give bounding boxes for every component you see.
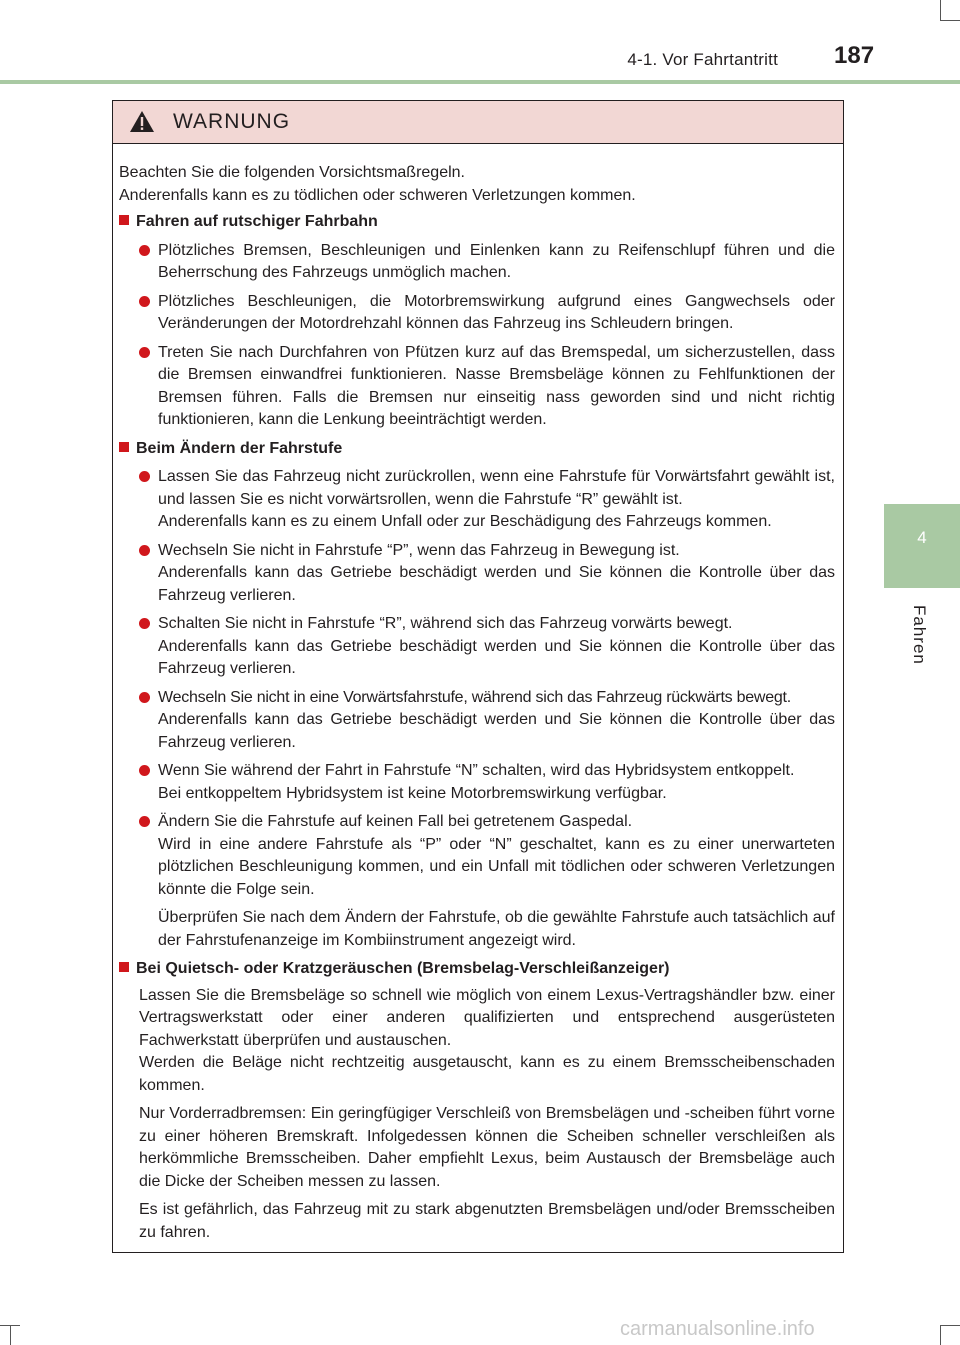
warning-header [113,101,843,144]
crop-mark [940,20,960,21]
bullet-text [158,687,835,755]
intro-line: Anderenfalls kann es zu tödlichen oder schweren Verletzungen kommen. [119,186,636,204]
paragraph-line: Werden die Beläge nicht rechtzeitig ausgetauscht, kann es zu einem Bremsscheibenschaden kommen. [139,1054,835,1094]
section-paragraph: Es ist gefährlich, das Fahrzeug mit zu stark abgenutzten Bremsbelägen und/oder Bremsscheiben zu fahren. [139,1201,835,1241]
bullet-followup-text: Überprüfen Sie nach dem Ändern der Fahrstufe, ob die gewählte Fahrstufe auch tatsächlich auf der Fahrstufenanzeige im Kombiinstrument angezeigt wird. [158,909,835,949]
bullet-item [139,342,835,432]
watermark: carmanualsonline.info [620,1318,815,1340]
red-bullet-icon [139,347,150,358]
section-title: Fahren auf rutschiger Fahrbahn [136,213,378,230]
crop-mark [0,1325,20,1326]
section-title: Bei Quietsch- oder Kratzgeräuschen (Bremsbelag-Verschleißanzeiger) [136,960,670,977]
red-bullet-icon [139,816,150,827]
bullet-item [139,613,835,681]
bullet-item [139,291,835,336]
bullet-item [139,540,835,608]
warning-box [112,100,844,1253]
bullet-line: Ändern Sie die Fahrstufe auf keinen Fall bei getretenem Gaspedal. [158,813,633,830]
chapter-title: Fahren [910,605,929,665]
intro-line: Beachten Sie die folgenden Vorsichtsmaßregeln. [119,164,465,181]
red-bullet-icon [139,765,150,776]
crop-mark [940,1325,941,1345]
page-number: 187 [834,42,875,69]
section-paragraph: Nur Vorderradbremsen: Ein geringfügiger Verschleiß von Bremsbelägen und -scheiben führt vorne zu einer höheren Bremskraft. Infolgedessen können die Scheiben schneller verschleißen als herkömmliche Bremsscheiben. Daher empfiehlt Lexus, beim Austausch der Bremsbeläge auch die Dicke der Scheiben messen zu lassen. [139,1105,835,1190]
bullet-text: Plötzliches Bremsen, Beschleunigen und Einlenken kann zu Reifenschlupf führen und die Beherrschung des Fahrzeugs unmöglich machen. [158,241,835,281]
red-bullet-icon [139,545,150,556]
red-bullet-icon [139,245,150,256]
bullet-line: Anderenfalls kann das Getriebe beschädigt werden und Sie können die Kontrolle über das Fahrzeug verlieren. [158,637,835,677]
section-title: Beim Ändern der Fahrstufe [136,439,343,457]
bullet-line: Bei entkoppeltem Hybridsystem ist keine Motorbremswirkung verfügbar. [158,784,667,802]
bullet-line: Schalten Sie nicht in Fahrstufe “R”, während sich das Fahrzeug vorwärts bewegt. [158,615,733,632]
red-square-marker [119,962,129,972]
crop-mark [940,0,941,20]
warning-body [113,144,843,1244]
crop-mark [940,1325,960,1326]
section-paragraph [139,985,835,1098]
bullet-item [139,687,835,755]
warning-title: WARNUNG [173,110,291,133]
red-bullet-icon [139,618,150,629]
header-rule [0,80,960,84]
bullet-text [158,540,835,608]
bullet-item [139,760,835,805]
red-square-marker [119,442,129,452]
red-bullet-icon [139,692,150,703]
bullet-text [158,760,835,805]
bullet-line: Wechseln Sie nicht in eine Vorwärtsfahrstufe, während sich das Fahrzeug rückwärts bewegt. [158,688,791,706]
bullet-text [158,613,835,681]
bullet-text: Treten Sie nach Durchfahren von Pfützen kurz auf das Bremspedal, um sicherzustellen, dass die Bremsen einwandfrei funktionieren. Nasse Bremsbeläge können zu Fehlfunktionen der Bremsen führen. Falls die Bremsen nur einseitig nass geworden sind und nicht richtig funktionieren, kann die Lenkung beeinträchtigt werden. [158,343,835,428]
paragraph-line: Lassen Sie die Bremsbeläge so schnell wie möglich von einem Lexus-Vertragshändler bzw. einer Vertragswerkstatt oder einer anderen qualifizierten und entsprechend ausgerüsteten Fachwerkstatt überprüfen und austauschen. [139,986,835,1049]
section-heading [119,438,835,461]
bullet-item [139,240,835,285]
bullet-item [139,466,835,534]
red-bullet-icon [139,296,150,307]
header-section-title: 4-1. Vor Fahrtantritt [627,50,778,69]
bullet-line: Anderenfalls kann das Getriebe beschädigt werden und Sie können die Kontrolle über das Fahrzeug verlieren. [158,711,835,751]
bullet-line: Wenn Sie während der Fahrt in Fahrstufe “N” schalten, wird das Hybridsystem entkoppelt. [158,762,795,779]
red-square-marker [119,215,129,225]
bullet-line: Lassen Sie das Fahrzeug nicht zurückrollen, wenn eine Fahrstufe für Vorwärtsfahrt gewählt ist, und lassen Sie es nicht vorwärtsrollen, wenn die Fahrstufe “R” gewählt ist. [158,468,835,508]
bullet-text [158,811,835,901]
chapter-number: 4 [917,528,927,547]
section-heading [119,958,835,981]
crop-mark [10,1325,11,1345]
intro-text [119,162,835,207]
bullet-line: Wird in eine andere Fahrstufe als “P” oder “N” geschaltet, kann es zu einer unerwarteten plötzlichen Beschleunigung kommen, und ein Unfall mit tödlichen oder schweren Verletzungen könnte die Folge sein. [158,835,835,898]
bullet-text [158,466,835,534]
bullet-text: Plötzliches Beschleunigen, die Motorbremswirkung aufgrund eines Gangwechsels oder Veränderungen der Motordrehzahl können das Fahrzeug ins Schleudern bringen. [158,292,835,332]
bullet-line: Wechseln Sie nicht in Fahrstufe “P”, wenn das Fahrzeug in Bewegung ist. [158,541,680,559]
warning-triangle-icon [129,110,155,133]
section-heading [119,211,835,234]
bullet-item [139,811,835,901]
bullet-line: Anderenfalls kann das Getriebe beschädigt werden und Sie können die Kontrolle über das Fahrzeug verlieren. [158,564,835,604]
bullet-line: Anderenfalls kann es zu einem Unfall oder zur Beschädigung des Fahrzeugs kommen. [158,513,772,530]
red-bullet-icon [139,471,150,482]
